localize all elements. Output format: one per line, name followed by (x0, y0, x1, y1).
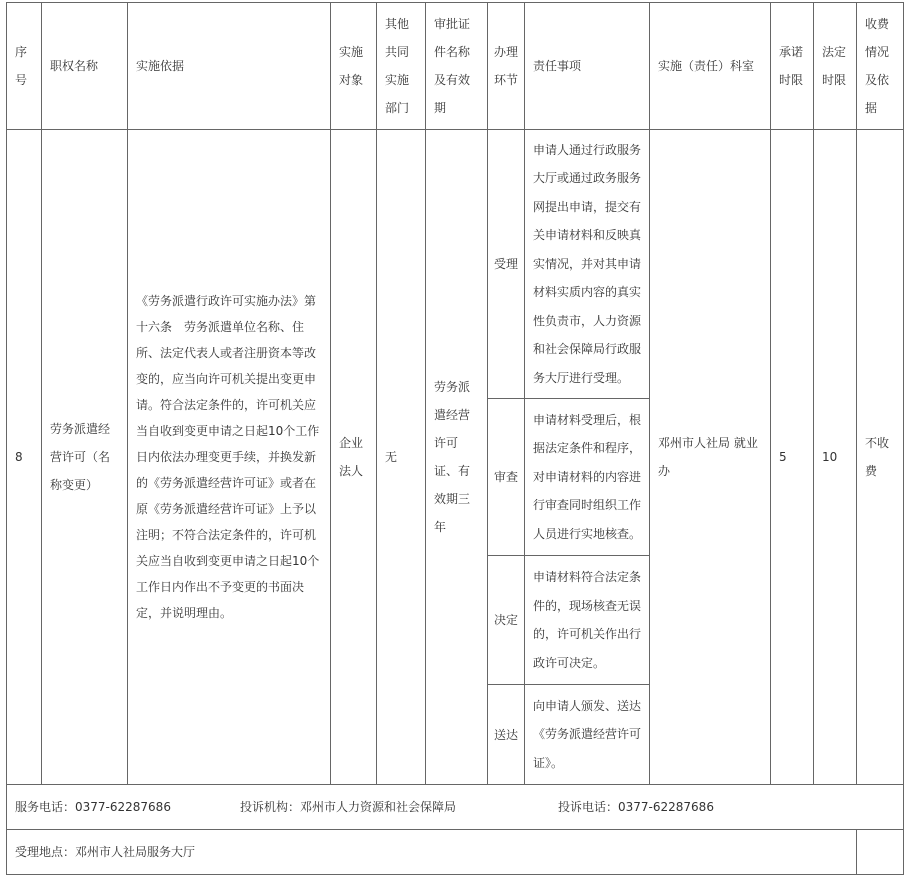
footer-contact-cell (7, 785, 904, 830)
duty-decide: 申请材料符合法定条件的，现场核查无误的，许可机关作出行政许可决定。 (525, 556, 650, 685)
cell-seq: 8 (7, 130, 42, 785)
complaint-org: 投诉机构：邓州市人力资源和社会保障局 (240, 800, 457, 814)
cell-legal: 10 (814, 130, 857, 785)
cell-other-dept: 无 (377, 130, 426, 785)
stage-accept: 受理 (488, 130, 525, 399)
header-office: 实施（责任）科室 (650, 3, 771, 130)
header-legal: 法定时限 (814, 3, 857, 130)
cell-promise: 5 (771, 130, 814, 785)
header-row (7, 3, 904, 130)
service-phone: 服务电话：0377-62287686 (15, 800, 171, 814)
footer-contact-row (7, 785, 904, 830)
table-row (7, 130, 904, 399)
cell-basis: 《劳务派遣行政许可实施办法》第十六条 劳务派遣单位名称、住所、法定代表人或者注册资本等改变的，应当向许可机关提出变更申请。符合法定条件的，许可机关应当自收到变更申请之日起10个工作日内依法办理变更手续，并换发新的《劳务派遣经营许可证》或者在原《劳务派遣经营许可证》上予以注明；不符合法定条件的，许可机关应当自收到变更申请之日起10个工作日内作出不予变更的书面决定，并说明理由。 (128, 130, 331, 785)
duty-review: 申请材料受理后，根据法定条件和程序，对申请材料的内容进行审查同时组织工作人员进行实地核查。 (525, 399, 650, 556)
footer-empty-cell (857, 830, 904, 875)
cell-office: 邓州市人社局 就业办 (650, 130, 771, 785)
header-stage: 办理环节 (488, 3, 525, 130)
complaint-phone: 投诉电话：0377-62287686 (558, 800, 714, 814)
header-target: 实施对象 (331, 3, 377, 130)
cell-name: 劳务派遣经营许可（名称变更） (42, 130, 128, 785)
cell-target: 企业法人 (331, 130, 377, 785)
stage-decide: 决定 (488, 556, 525, 685)
stage-deliver: 送达 (488, 685, 525, 785)
stage-review: 审查 (488, 399, 525, 556)
footer-location-row (7, 830, 904, 875)
duty-deliver: 向申请人颁发、送达《劳务派遣经营许可证》。 (525, 685, 650, 785)
header-basis: 实施依据 (128, 3, 331, 130)
header-promise: 承诺时限 (771, 3, 814, 130)
duty-accept: 申请人通过行政服务大厅或通过政务服务网提出申请，提交有关申请材料和反映真实情况，并对其申请材料实质内容的真实性负责市，人力资源和社会保障局行政服务大厅进行受理。 (525, 130, 650, 399)
cell-cert: 劳务派遣经营许可证、有效期三年 (426, 130, 488, 785)
header-other-dept: 其他共同实施部门 (377, 3, 426, 130)
header-cert: 审批证件名称及有效期 (426, 3, 488, 130)
header-duty: 责任事项 (525, 3, 650, 130)
location: 受理地点：邓州市人社局服务大厅 (7, 830, 857, 875)
header-name: 职权名称 (42, 3, 128, 130)
authority-table (6, 2, 904, 875)
header-seq: 序号 (7, 3, 42, 130)
cell-fee: 不收费 (857, 130, 904, 785)
header-fee: 收费情况及依据 (857, 3, 904, 130)
